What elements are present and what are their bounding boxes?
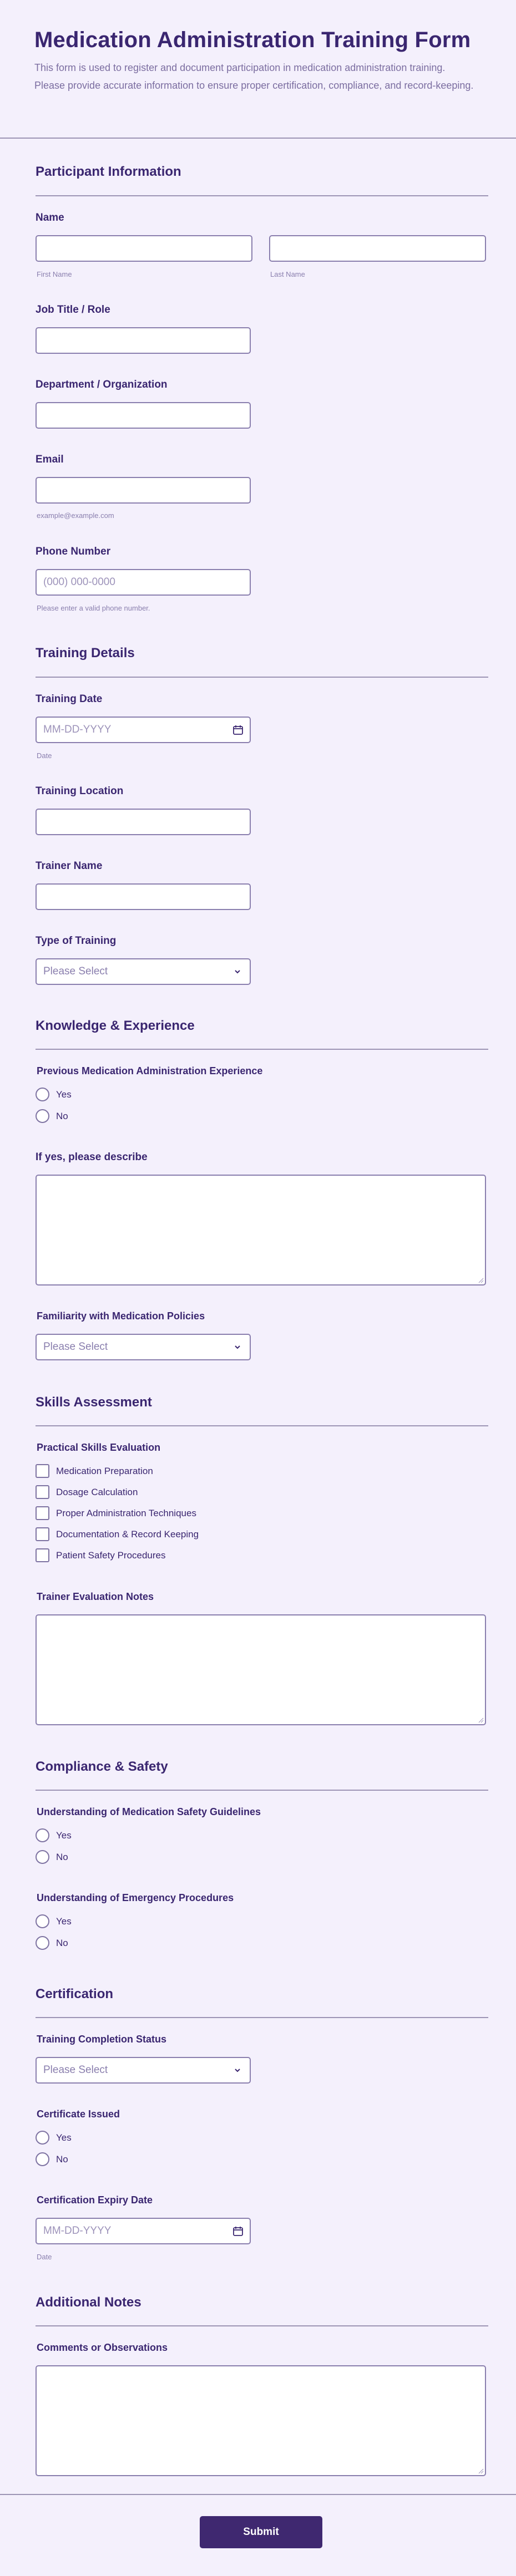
emergency-label: Understanding of Emergency Procedures <box>37 1892 234 1903</box>
familiarity-label: Familiarity with Medication Policies <box>37 1310 205 1322</box>
experience-label: Previous Medication Administration Experience <box>37 1065 263 1076</box>
footer-divider <box>0 2494 516 2495</box>
option-label: Yes <box>56 2132 72 2143</box>
email-sublabel: example@example.com <box>37 511 114 520</box>
form-description: This form is used to register and document participation in medication administration training. Please provide accurate information to ensure proper certification, compliance, and record-keeping. <box>34 62 474 91</box>
email-input[interactable] <box>36 477 251 504</box>
radio-button[interactable] <box>36 2152 49 2166</box>
first-name-sublabel: First Name <box>37 270 72 278</box>
resize-grip-icon[interactable] <box>477 2467 484 2474</box>
emergency-no-option[interactable] <box>36 1936 68 1950</box>
department-label: Department / Organization <box>36 379 168 390</box>
form-title: Medication Administration Training Form <box>34 28 471 52</box>
option-label: No <box>56 1937 68 1948</box>
radio-button[interactable] <box>36 1088 49 1101</box>
section-divider <box>36 195 488 196</box>
checkbox[interactable] <box>36 1527 49 1541</box>
last-name-sublabel: Last Name <box>270 270 305 278</box>
skill-option[interactable] <box>36 1548 166 1562</box>
training-type-select[interactable] <box>36 958 251 985</box>
emergency-yes-option[interactable] <box>36 1914 72 1928</box>
option-label: No <box>56 1110 68 1121</box>
certificate-yes-option[interactable] <box>36 2131 72 2145</box>
section-title-participant: Participant Information <box>36 164 181 179</box>
radio-button[interactable] <box>36 1936 49 1950</box>
training-location-label: Training Location <box>36 785 124 797</box>
chevron-down-icon <box>232 966 243 977</box>
option-label: No <box>56 2153 68 2165</box>
option-label: Proper Administration Techniques <box>56 1507 196 1518</box>
guidelines-no-option[interactable] <box>36 1850 68 1864</box>
section-divider <box>36 2325 488 2326</box>
phone-sublabel: Please enter a valid phone number. <box>37 604 150 612</box>
radio-button[interactable] <box>36 1109 49 1123</box>
skill-option[interactable] <box>36 1527 199 1541</box>
option-label: Yes <box>56 1830 72 1841</box>
training-location-input[interactable] <box>36 809 251 835</box>
option-label: Documentation & Record Keeping <box>56 1528 199 1539</box>
checkbox[interactable] <box>36 1548 49 1562</box>
calendar-icon[interactable] <box>232 724 244 736</box>
training-type-label: Type of Training <box>36 935 117 947</box>
comments-label: Comments or Observations <box>37 2342 168 2353</box>
practical-skills-label: Practical Skills Evaluation <box>37 1442 161 1453</box>
training-date-placeholder: MM-DD-YYYY <box>43 724 112 735</box>
checkbox[interactable] <box>36 1506 49 1520</box>
familiarity-select[interactable] <box>36 1334 251 1360</box>
section-title-certification: Certification <box>36 1986 114 2001</box>
last-name-input[interactable] <box>269 235 486 262</box>
certificate-no-option[interactable] <box>36 2152 68 2166</box>
job-title-input[interactable] <box>36 327 251 354</box>
guidelines-label: Understanding of Medication Safety Guidelines <box>37 1806 261 1817</box>
phone-label: Phone Number <box>36 546 111 557</box>
calendar-icon[interactable] <box>232 2225 244 2237</box>
job-title-label: Job Title / Role <box>36 304 110 316</box>
first-name-input[interactable] <box>36 235 252 262</box>
radio-button[interactable] <box>36 2131 49 2145</box>
section-divider <box>36 1425 488 1426</box>
expiry-date-input[interactable] <box>36 2218 251 2244</box>
option-label: No <box>56 1851 68 1862</box>
option-label: Yes <box>56 1916 72 1927</box>
training-date-sublabel: Date <box>37 751 52 760</box>
section-title-compliance: Compliance & Safety <box>36 1759 168 1774</box>
section-title-training: Training Details <box>36 646 135 660</box>
completion-status-value: Please Select <box>43 2064 108 2076</box>
name-label: Name <box>36 212 64 223</box>
expiry-date-sublabel: Date <box>37 2253 52 2261</box>
trainer-notes-label: Trainer Evaluation Notes <box>37 1591 154 1602</box>
completion-status-label: Training Completion Status <box>37 2034 167 2045</box>
guidelines-yes-option[interactable] <box>36 1828 72 1842</box>
trainer-name-input[interactable] <box>36 883 251 910</box>
option-label: Dosage Calculation <box>56 1486 138 1497</box>
resize-grip-icon[interactable] <box>477 1277 484 1283</box>
department-input[interactable] <box>36 402 251 429</box>
section-divider <box>36 2017 488 2018</box>
email-label: Email <box>36 454 64 465</box>
certificate-issued-label: Certificate Issued <box>37 2108 120 2120</box>
expiry-date-placeholder: MM-DD-YYYY <box>43 2225 112 2237</box>
familiarity-value: Please Select <box>43 1341 108 1353</box>
radio-button[interactable] <box>36 1828 49 1842</box>
form-header <box>0 0 516 139</box>
checkbox[interactable] <box>36 1464 49 1478</box>
option-label: Medication Preparation <box>56 1465 153 1476</box>
describe-label: If yes, please describe <box>36 1151 148 1163</box>
option-label: Yes <box>56 1089 72 1100</box>
skill-option[interactable] <box>36 1485 138 1499</box>
chevron-down-icon <box>232 1342 243 1353</box>
chevron-down-icon <box>232 2065 243 2076</box>
section-divider <box>36 1049 488 1050</box>
skill-option[interactable] <box>36 1506 196 1520</box>
phone-input[interactable] <box>36 569 251 596</box>
expiry-date-label: Certification Expiry Date <box>37 2194 153 2206</box>
section-title-notes: Additional Notes <box>36 2295 141 2310</box>
section-title-knowledge: Knowledge & Experience <box>36 1018 195 1033</box>
checkbox[interactable] <box>36 1485 49 1499</box>
training-type-value: Please Select <box>43 966 108 977</box>
section-divider <box>36 677 488 678</box>
option-label: Patient Safety Procedures <box>56 1549 166 1561</box>
radio-button[interactable] <box>36 1850 49 1864</box>
training-date-label: Training Date <box>36 693 103 705</box>
training-date-input[interactable] <box>36 717 251 743</box>
radio-button[interactable] <box>36 1914 49 1928</box>
skill-option[interactable] <box>36 1464 153 1478</box>
resize-grip-icon[interactable] <box>477 1716 484 1723</box>
trainer-notes-textarea[interactable] <box>36 1614 486 1725</box>
section-title-skills: Skills Assessment <box>36 1395 152 1410</box>
comments-textarea[interactable] <box>36 2365 486 2476</box>
experience-no-option[interactable] <box>36 1109 68 1123</box>
section-divider <box>36 1790 488 1791</box>
submit-button[interactable]: Submit <box>200 2516 322 2548</box>
completion-status-select[interactable] <box>36 2057 251 2084</box>
experience-yes-option[interactable] <box>36 1088 72 1101</box>
describe-textarea[interactable] <box>36 1175 486 1286</box>
trainer-name-label: Trainer Name <box>36 860 103 872</box>
